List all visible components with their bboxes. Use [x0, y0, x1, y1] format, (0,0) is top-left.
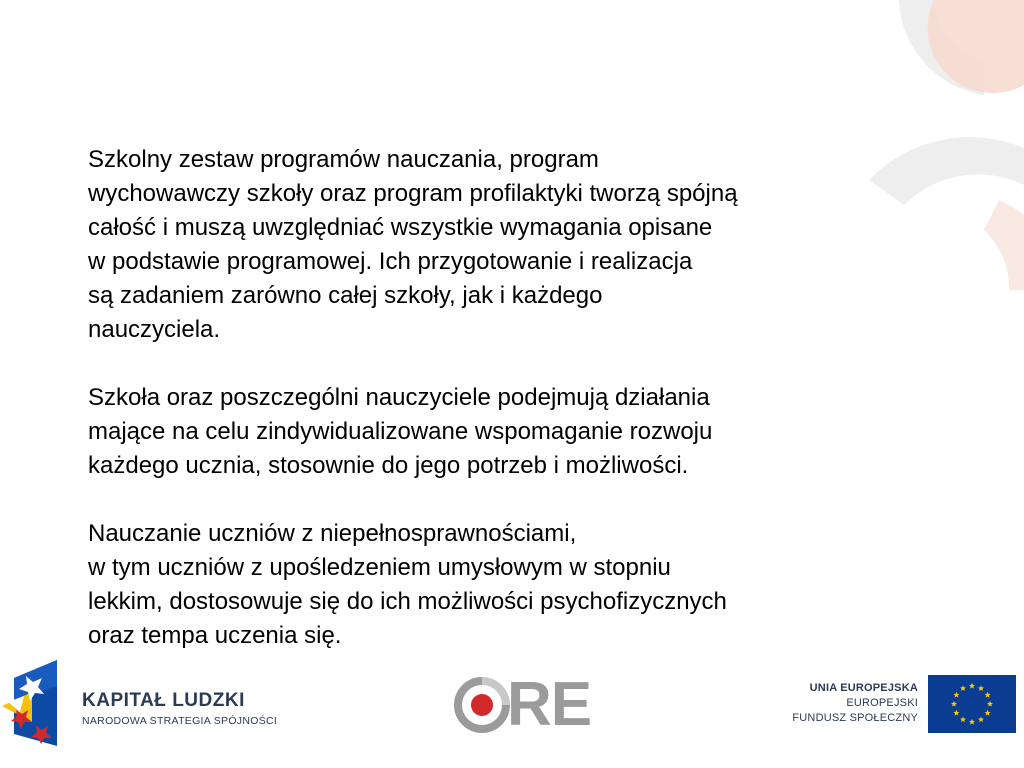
paragraph-line: wychowawczy szkoły oraz program profilaktyki tworzą spójną — [88, 180, 738, 207]
decorative-arc-peach — [928, 0, 1024, 93]
kapital-ludzki-subtitle: NARODOWA STRATEGIA SPÓJNOŚCI — [82, 715, 278, 727]
paragraph-line: Nauczanie uczniów z niepełnosprawnościami, — [88, 520, 577, 547]
paragraph-line: lekkim, dostosowuje się do ich możliwości psychofizycznych — [88, 588, 727, 615]
kapital-ludzki-flag-icon — [2, 656, 62, 752]
paragraph-line: w tym uczniów z upośledzeniem umysłowym w stopniu — [88, 554, 671, 581]
ore-logo-text: RE — [507, 670, 592, 739]
kapital-ludzki-title: KAPITAŁ LUDZKI — [82, 690, 245, 711]
kapital-ludzki-logo — [82, 690, 277, 728]
paragraph-line: mające na celu zindywidualizowane wspomaganie rozwoju — [88, 418, 713, 445]
eu-logo-text — [760, 680, 918, 726]
paragraph-line: całość i muszą uwzględniać wszystkie wymagania opisane — [88, 214, 713, 241]
eu-flag-icon — [928, 675, 1016, 733]
paragraph-line: są zadaniem zarówno całej szkoły, jak i każdego — [88, 282, 603, 309]
paragraph-3 — [88, 517, 888, 653]
paragraph-line: nauczyciela. — [88, 316, 221, 343]
eu-line-2: EUROPEJSKI — [846, 697, 918, 709]
paragraph-line: Szkoła oraz poszczególni nauczyciele podejmują działania — [88, 384, 710, 411]
main-text — [88, 143, 888, 653]
paragraph-line: Szkolny zestaw programów nauczania, program — [88, 146, 599, 173]
ore-circle-icon — [454, 677, 510, 733]
eu-line-1: UNIA EUROPEJSKA — [809, 682, 918, 694]
paragraph-line: każdego ucznia, stosownie do jego potrzeb i możliwości. — [88, 452, 689, 479]
paragraph-2 — [88, 381, 888, 483]
decorative-arc-grey-bottom — [869, 137, 1024, 205]
paragraph-line: oraz tempa uczenia się. — [88, 622, 342, 649]
paragraph-line: w podstawie programowej. Ich przygotowanie i realizacja — [88, 248, 693, 275]
eu-line-3: FUNDUSZ SPOŁECZNY — [792, 712, 918, 724]
decorative-arc-peach-bottom — [984, 200, 1024, 290]
paragraph-1 — [88, 143, 888, 347]
